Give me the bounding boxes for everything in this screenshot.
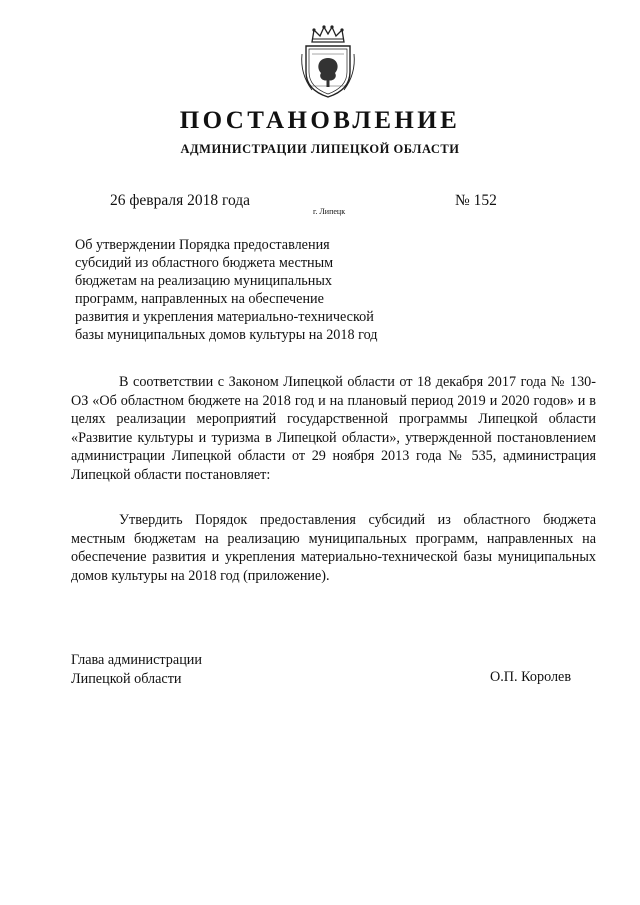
subject-line: субсидий из областного бюджета местным <box>75 255 334 271</box>
document-number: № 152 <box>455 192 497 209</box>
document-issuer: АДМИНИСТРАЦИИ ЛИПЕЦКОЙ ОБЛАСТИ <box>180 142 460 156</box>
subject-line: Об утверждении Порядка предоставления <box>75 237 330 253</box>
subject-line: программ, направленных на обеспечение <box>75 291 324 307</box>
subject-line: базы муниципальных домов культуры на 2018 год <box>75 327 378 343</box>
signature-title <box>71 651 202 688</box>
signature-title-line: Липецкой области <box>71 670 182 687</box>
subject-line: развития и укрепления материально-технической <box>75 309 374 325</box>
subject-line: бюджетам на реализацию муниципальных <box>75 273 332 289</box>
coat-of-arms-icon <box>298 24 358 99</box>
signature-title-line: Глава администрации <box>71 652 202 668</box>
document-title: ПОСТАНОВЛЕНИЕ <box>179 107 461 134</box>
resolution-paragraph: Утвердить Порядок предоставления субсидий из областного бюджета местным бюджетам на реализацию муниципальных программ, направленных на обеспечение развития и укрепления материально-технической базы муниципальных домов культуры на 2018 год (приложение). <box>71 512 596 584</box>
document-city: г. Липецк <box>313 207 346 216</box>
document-subject <box>75 236 405 344</box>
preamble-paragraph: В соответствии с Законом Липецкой области от 18 декабря 2017 года № 130-ОЗ «Об областном бюджете на 2018 год и на плановый период 2019 и 2020 годов» и в целях реализации мероприятий государственной программы Липецкой области «Развитие культуры и туризма в Липецкой области», утвержденной постановлением администрации Липецкой области от 29 ноября 2013 года № 535, администрация Липецкой области постановляет: <box>71 374 596 483</box>
signature-name: О.П. Королев <box>490 669 572 685</box>
document-date: 26 февраля 2018 года <box>110 192 251 209</box>
